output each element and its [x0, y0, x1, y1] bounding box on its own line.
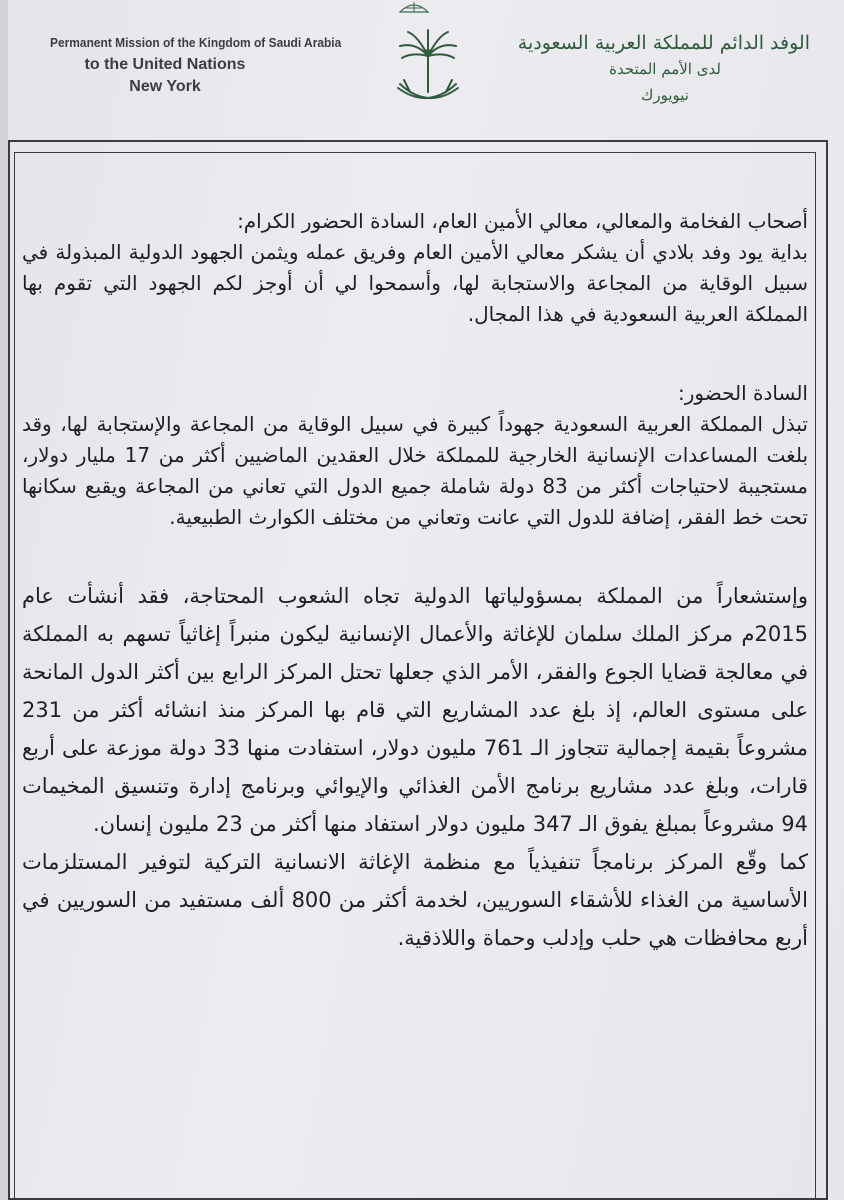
speech-body — [22, 206, 808, 957]
letterhead-arabic-line-3: نيويورك — [641, 86, 689, 104]
page-edge — [0, 0, 8, 1200]
paragraph-1: بداية يود وفد بلادي أن يشكر معالي الأمين العام وفريق عمله ويثمن الجهود الدولية المبذولة في سبيل الوقاية من المجاعة والاستجابة لها، وأسمحوا لي أن أوجز لكم الجهود التي تقوم بها المملكة العربية السعودية في هذا المجال. — [22, 240, 808, 326]
letterhead-english-line-1: Permanent Mission of the Kingdom of Saudi Arabia — [50, 35, 342, 50]
paragraph-3: وإستشعاراً من المملكة بمسؤولياتها الدولية تجاه الشعوب المحتاجة، فقد أنشأت عام 2015م مركز الملك سلمان للإغاثة والأعمال الإنسانية ليكون منبراً إغاثياً تسهم به المملكة في معالجة قضايا الجوع والفقر، الأمر الذي جعلها تحتل المركز الرابع بين أكثر الدول المانحة على مستوى العالم، إذ بلغ عدد المشاريع التي قام بها المركز منذ انشائه أكثر من 231 مشروعاً بقيمة إجمالية تتجاوز الـ 761 مليون دولار، استفادت منها 33 دولة موزعة على أربع قارات، وبلغ عدد مشاريع برنامج الأمن الغذائي والإيوائي وبرنامج إدارة وتنسيق المخيمات 94 مشروعاً بمبلغ يفوق الـ 347 مليون دولار استفاد منها أكثر من 23 مليون إنسان. — [22, 584, 808, 836]
letterhead-english — [40, 32, 342, 98]
salutation: أصحاب الفخامة والمعالي، معالي الأمين العام، السادة الحضور الكرام: — [237, 209, 808, 233]
letterhead-arabic-line-1: الوفد الدائم للمملكة العربية السعودية — [517, 32, 810, 54]
letterhead-arabic — [517, 30, 810, 108]
letterhead-english-line-3: New York — [129, 78, 201, 95]
crest-top-icon — [398, 0, 430, 14]
paragraph-4: كما وقّع المركز برنامجاً تنفيذياً مع منظمة الإغاثة الانسانية التركية لتوفير المستلزمات الأساسية من الغذاء للأشقاء السوريين، لخدمة أكثر من 800 ألف مستفيد من السوريين في أربع محافظات هي حلب وإدلب وحماة واللاذقية. — [22, 850, 808, 950]
paragraph-2: تبذل المملكة العربية السعودية جهوداً كبيرة في سبيل الوقاية من المجاعة والإستجابة لها، وقد بلغت المساعدات الإنسانية الخارجية للمملكة خلال العقدين الماضيين أكثر من 17 مليار دولار، مستجيبة لاحتياجات أكثر من 83 دولة شاملة جميع الدول التي تعاني من المجاعة ويقبع سكانها تحت خط الفقر، إضافة للدول التي عانت وتعاني من مختلف الكوارث الطبيعية. — [22, 412, 809, 529]
palm-and-crossed-swords-icon — [388, 28, 468, 112]
letterhead-english-line-2: to the United Nations — [84, 56, 246, 73]
salutation-2: السادة الحضور: — [678, 381, 808, 405]
letterhead-arabic-line-2: لدى الأمم المتحدة — [609, 60, 721, 78]
